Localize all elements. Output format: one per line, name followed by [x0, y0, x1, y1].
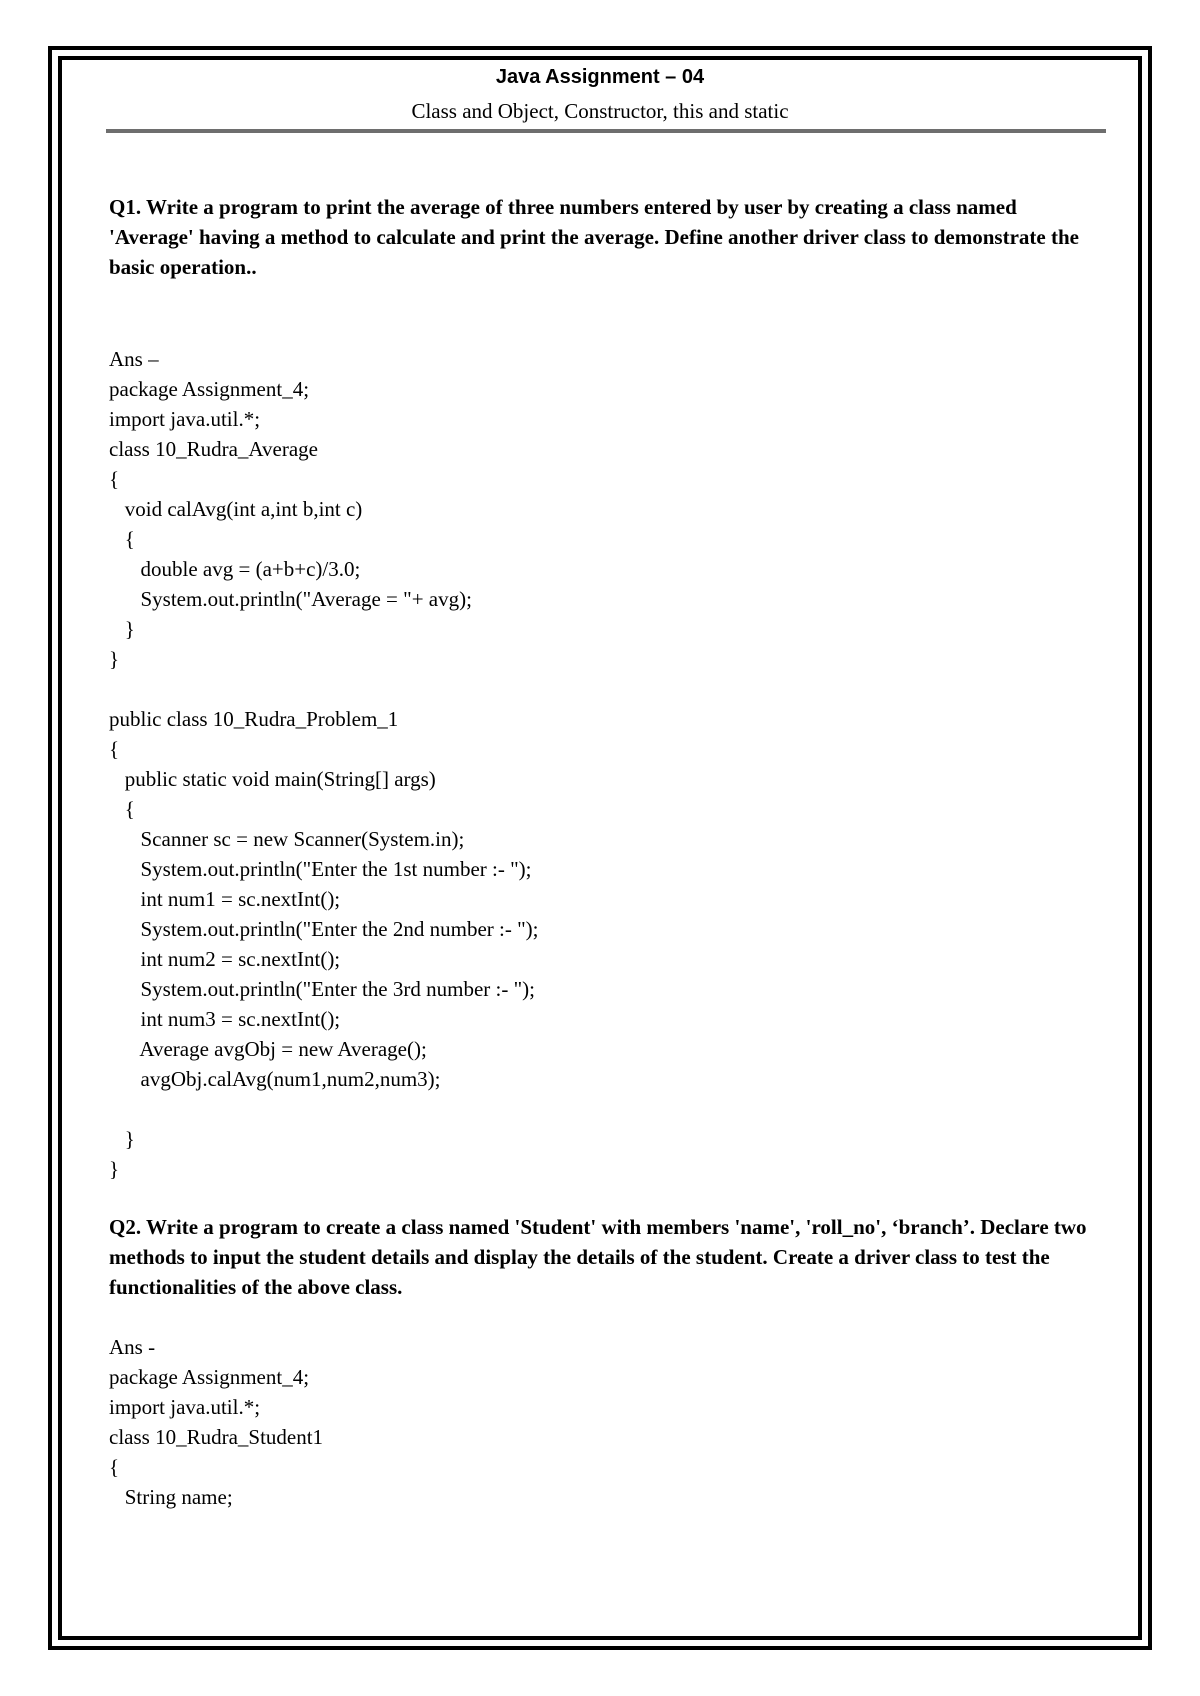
assignment-subtitle: Class and Object, Constructor, this and static	[411, 99, 789, 123]
answer-1-code-line: }	[109, 617, 135, 641]
answer-1-code-line: class 10_Rudra_Average	[109, 437, 318, 461]
question-2: Q2. Write a program to create a class named 'Student' with members 'name', 'roll_no', ‘branch’. Declare two methods to input the student details and display the details of the student. Create a driver class to test the functionalities of the above class.	[109, 1215, 1087, 1299]
answer-2-code-line: String name;	[109, 1485, 233, 1509]
answer-2-code-line: package Assignment_4;	[109, 1365, 310, 1389]
assignment-title: Java Assignment – 04	[495, 66, 705, 88]
answer-1-code-line: {	[109, 527, 135, 551]
answer-2-code-line: class 10_Rudra_Student1	[109, 1425, 324, 1449]
question-1: Q1. Write a program to print the average of three numbers entered by user by creating a class named 'Average' having a method to calculate and print the average. Define another driver class to demonstrate the basic operation..	[109, 195, 1079, 279]
answer-1-code-line: {	[109, 467, 120, 491]
answer-1-driver-line: System.out.println("Enter the 2nd number :- ");	[109, 917, 539, 941]
answer-1-label: Ans –	[109, 347, 159, 371]
answer-1-driver-line: public class 10_Rudra_Problem_1	[109, 707, 399, 731]
answer-1-code-line: }	[109, 647, 120, 671]
answer-1-driver-line: avgObj.calAvg(num1,num2,num3);	[109, 1067, 441, 1091]
answer-1-driver-line: System.out.println("Enter the 3rd number :- ");	[109, 977, 535, 1001]
answer-1-driver-line: {	[109, 797, 135, 821]
answer-1-driver-line: int num2 = sc.nextInt();	[109, 947, 341, 971]
answer-2-code-line: import java.util.*;	[109, 1395, 261, 1419]
answer-1-code-line: void calAvg(int a,int b,int c)	[109, 497, 363, 521]
answer-1-code-line: import java.util.*;	[109, 407, 261, 431]
answer-1-driver-line: Average avgObj = new Average();	[109, 1037, 427, 1061]
answer-1-driver-line: }	[109, 1127, 135, 1151]
answer-2-label: Ans -	[109, 1335, 156, 1359]
answer-1-code-line: System.out.println("Average = "+ avg);	[109, 587, 472, 611]
answer-1-driver-line: public static void main(String[] args)	[109, 767, 436, 791]
answer-1-code-line: package Assignment_4;	[109, 377, 310, 401]
answer-1-driver-line: int num1 = sc.nextInt();	[109, 887, 341, 911]
answer-1-driver-line	[109, 1094, 1099, 1124]
answer-1-driver-line: {	[109, 737, 120, 761]
answer-2-code-line: {	[109, 1455, 120, 1479]
answer-1-code-line: double avg = (a+b+c)/3.0;	[109, 557, 361, 581]
answer-1-driver-line: System.out.println("Enter the 1st number :- ");	[109, 857, 532, 881]
header-divider	[106, 129, 1106, 133]
answer-1-driver-line: int num3 = sc.nextInt();	[109, 1007, 341, 1031]
answer-1-driver-line: Scanner sc = new Scanner(System.in);	[109, 827, 465, 851]
answer-1-driver-line: }	[109, 1157, 120, 1181]
document-body	[109, 192, 1099, 1512]
